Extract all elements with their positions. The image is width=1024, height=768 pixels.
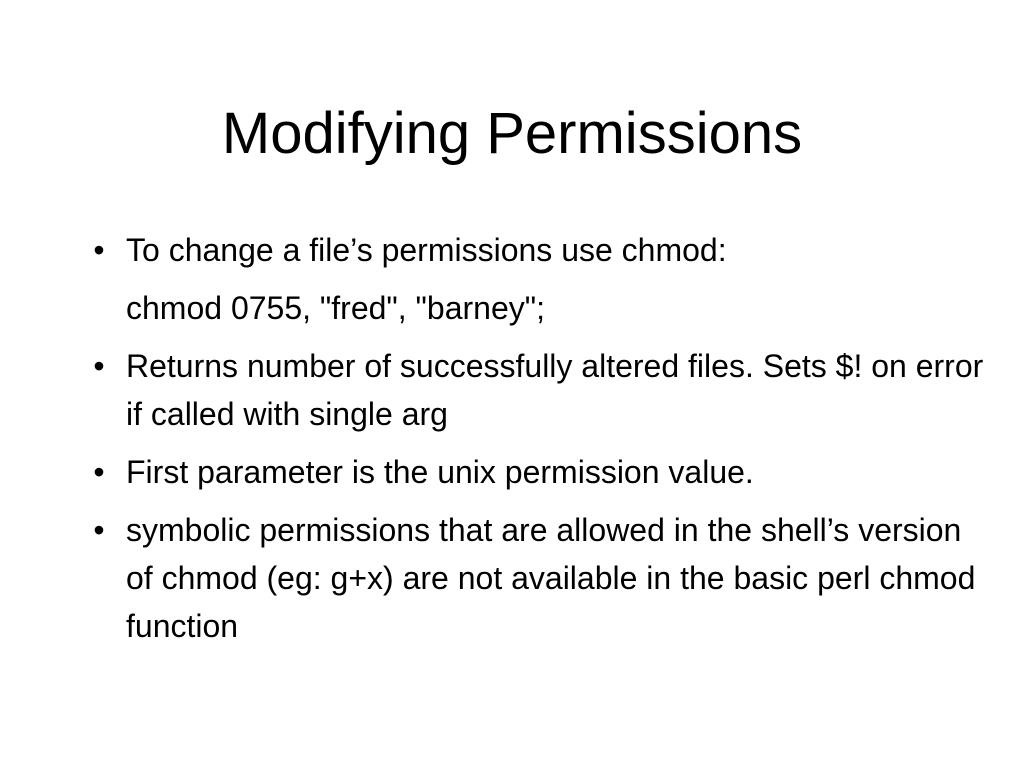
bullet-item-first-parameter bbox=[84, 448, 984, 496]
bullet-item-symbolic bbox=[84, 506, 984, 650]
bullet-list bbox=[84, 226, 984, 660]
code-example: chmod 0755, "fred", "barney"; bbox=[126, 290, 545, 326]
slide-title: Modifying Permissions bbox=[221, 101, 803, 166]
bullet-text: Returns number of successfully altered files. Sets $! on error if called with single arg bbox=[126, 348, 984, 432]
bullet-icon: • bbox=[93, 454, 105, 490]
bullet-item-returns bbox=[84, 342, 984, 438]
bullet-icon: • bbox=[93, 232, 105, 268]
bullet-text: symbolic permissions that are allowed in the shell’s version of chmod (eg: g+x) are not available in the basic perl chmod function bbox=[126, 512, 976, 644]
bullet-text: First parameter is the unix permission value. bbox=[126, 454, 754, 490]
bullet-icon: • bbox=[93, 512, 105, 548]
bullet-icon: • bbox=[93, 348, 105, 384]
bullet-text: To change a file’s permissions use chmod: bbox=[126, 232, 727, 268]
bullet-item-chmod bbox=[84, 226, 984, 332]
